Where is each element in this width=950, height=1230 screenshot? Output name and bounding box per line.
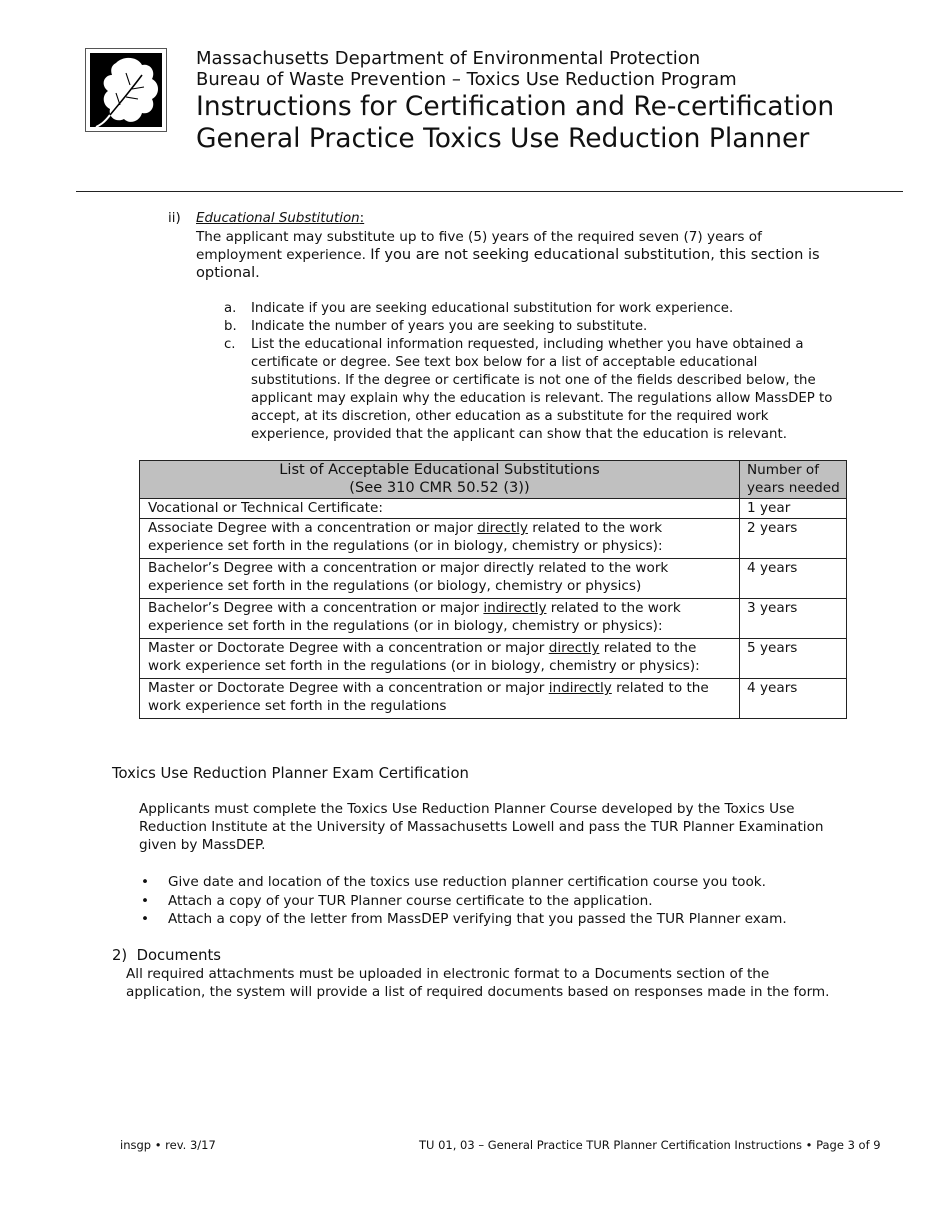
list-item-label: a.: [224, 301, 237, 316]
department-name: Massachusetts Department of Environmental Protection: [196, 48, 701, 69]
section-heading: [196, 210, 364, 228]
list-item-text: Give date and location of the toxics use reduction planner certification course you took.: [168, 874, 766, 890]
table-cell-years: 2 years: [740, 519, 847, 559]
section-number: ii): [168, 211, 181, 226]
table-citation: (See 310 CMR 50.52 (3)): [349, 479, 530, 496]
table-row: [140, 679, 847, 719]
bullet-icon: •: [141, 911, 150, 927]
cell-text: related to the work experience set forth in the regulations (or in biology, chemistry or physics):: [148, 640, 700, 674]
cell-text: Associate Degree with a concentration or major: [148, 520, 478, 536]
cell-underlined: directly: [548, 640, 600, 656]
cell-text: related to the work experience set forth in the regulations (or in biology, chemistry or physics):: [148, 600, 681, 634]
exam-paragraph: Applicants must complete the Toxics Use Reduction Planner Course developed by the Toxics Use Reduction Institute at the University of Massachusetts Lowell and pass the TUR Planner Examination given by MassDEP.: [139, 801, 824, 853]
instruction-list: [224, 300, 844, 444]
table-header-title: [140, 461, 740, 499]
section-heading-colon: :: [359, 211, 365, 226]
list-item: [139, 892, 839, 911]
cell-underlined: indirectly: [483, 600, 547, 616]
table-cell-years: 4 years: [740, 679, 847, 719]
list-item: [139, 873, 839, 892]
table-header-row: [140, 461, 847, 499]
table-cell-education: [140, 599, 740, 639]
cell-text: related to the work experience set forth in the regulations: [148, 680, 709, 714]
table-header-years: Number of years needed: [740, 461, 847, 499]
table-cell-education: [140, 679, 740, 719]
table-row: [140, 559, 847, 599]
page-title: Instructions for Certification and Re-certification: [196, 91, 835, 122]
section-paragraph-tail: If you are not seeking educational substitution, this section is optional.: [196, 246, 820, 281]
massdep-logo: [85, 48, 167, 132]
list-item: [224, 318, 844, 336]
list-item-label: c.: [224, 337, 236, 352]
list-item-text: Indicate if you are seeking educational substitution for work experience.: [251, 301, 734, 316]
substitutions-table: [139, 460, 847, 719]
list-item-text: Indicate the number of years you are seeking to substitute.: [251, 319, 648, 334]
table-cell-years: 3 years: [740, 599, 847, 639]
list-item-text: Attach a copy of the letter from MassDEP verifying that you passed the TUR Planner exam.: [168, 911, 787, 927]
list-item-text: Attach a copy of your TUR Planner course certificate to the application.: [168, 892, 653, 909]
cell-text: related to the work experience set forth in the regulations (or in biology, chemistry or physics):: [148, 520, 663, 554]
table-cell-education: [140, 499, 740, 519]
list-item-text: List the educational information requested, including whether you have obtained a certificate or degree. See text box below for a list of acceptable educational substitutions. If the degree or certificate is not one of the fields described below, the applicant may explain why the education is relevant. The regulations allow MassDEP to accept, at its discretion, other education as a substitute for the required work experience, provided that the applicant can show that the education is relevant.: [251, 337, 833, 442]
oak-leaf-icon: [86, 49, 166, 131]
list-item: [139, 910, 839, 929]
exam-bullet-list: [139, 873, 839, 929]
footer-page-info: TU 01, 03 – General Practice TUR Planner Certification Instructions • Page 3 of 9: [419, 1138, 881, 1152]
bureau-name: Bureau of Waste Prevention – Toxics Use Reduction Program: [196, 69, 737, 90]
cell-text: Bachelor’s Degree with a concentration or major: [148, 600, 484, 616]
bullet-icon: •: [141, 892, 150, 909]
list-item: [224, 336, 844, 444]
documents-paragraph: All required attachments must be uploaded in electronic format to a Documents section of the application, the system will provide a list of required documents based on responses made in the form.: [126, 966, 830, 1000]
list-item-label: b.: [224, 319, 237, 334]
bullet-icon: •: [141, 874, 150, 890]
table-cell-years: 5 years: [740, 639, 847, 679]
cell-text: Bachelor’s Degree with a concentration or major directly related to the work experience set forth in the regulations (or biology, chemistry or physics): [148, 560, 669, 594]
cell-underlined: indirectly: [548, 680, 612, 696]
table-row: [140, 519, 847, 559]
table-row: [140, 599, 847, 639]
cell-text: Master or Doctorate Degree with a concentration or major: [148, 640, 549, 656]
table-row: [140, 639, 847, 679]
table-cell-years: 1 year: [740, 499, 847, 519]
table-cell-education: [140, 639, 740, 679]
header-divider: [76, 191, 903, 192]
section-heading-text: Educational Substitution: [196, 211, 360, 226]
table-cell-education: [140, 519, 740, 559]
list-item: [224, 300, 844, 318]
cell-text: Vocational or Technical Certificate:: [148, 500, 383, 516]
exam-heading: Toxics Use Reduction Planner Exam Certification: [112, 765, 469, 782]
table-cell-years: 4 years: [740, 559, 847, 599]
page-subtitle: General Practice Toxics Use Reduction Planner: [196, 123, 810, 154]
table-title: List of Acceptable Educational Substitutions: [279, 461, 600, 478]
documents-heading: 2) Documents: [112, 947, 221, 964]
section-paragraph-main: The applicant may substitute up to five (5) years of the required seven (7) years of employment experience.: [196, 229, 762, 263]
table-cell-education: [140, 559, 740, 599]
section-paragraph: [196, 228, 836, 282]
footer-revision: insgp • rev. 3/17: [120, 1138, 216, 1152]
cell-underlined: directly: [477, 520, 528, 536]
table-row: [140, 499, 847, 519]
cell-text: Master or Doctorate Degree with a concentration or major: [148, 680, 549, 696]
